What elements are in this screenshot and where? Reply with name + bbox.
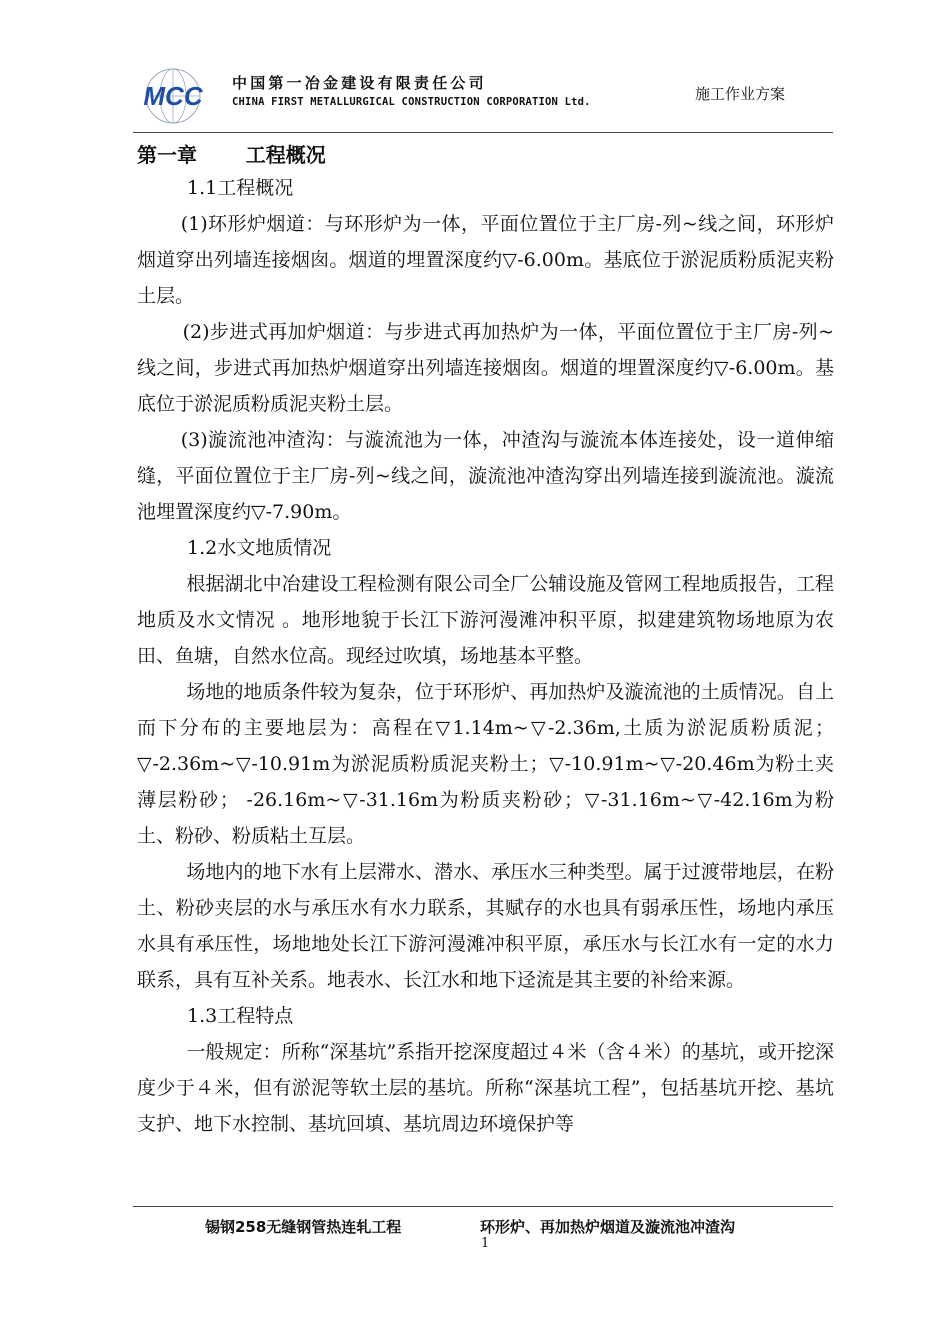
- footer-project: 锡钢258无缝钢管热连轧工程: [205, 1218, 402, 1236]
- footer-subject: 环形炉、再加热炉烟道及漩流池冲渣沟: [480, 1218, 736, 1236]
- paragraph: 一般规定：所称“深基坑”系指开挖深度超过４米（含４米）的基坑，或开挖深度少于４米，但有淤泥等软土层的基坑。所称“深基坑工程”，包括基坑开挖、基坑支护、地下水控制、基坑回填、基坑周边环境保护等: [137, 1041, 834, 1135]
- paragraph: 场地的地质条件较为复杂，位于环形炉、再加热炉及漩流池的土质情况。自上而下分布的主要地层为：高程在▽1.14m~▽-2.36m,土质为淤泥质粉质泥；▽-2.36m~▽-10.91m为淤泥质粉质泥夹粉土；▽-10.91m~▽-20.46m为粉土夹薄层粉砂； -26.16m~▽-31.16m为粉质夹粉砂；▽-31.16m~▽-42.16m为粉土、粉砂、粉质粘土互层。: [137, 681, 834, 847]
- section-heading: 1.1工程概况: [187, 177, 294, 199]
- section-heading: 1.2水文地质情况: [187, 537, 332, 559]
- mcc-logo: [133, 66, 213, 128]
- chapter-title: 第一章 工程概况: [137, 143, 326, 167]
- paragraph: 场地内的地下水有上层滞水、潜水、承压水三种类型。属于过渡带地层，在粉土、粉砂夹层的水与承压水有水力联系，其赋存的水也具有弱承压性，场地内承压水具有承压性，场地地处长江下游河漫滩冲积平原，承压水与长江水有一定的水力联系，具有互补关系。地表水、长江水和地下迳流是其主要的补给来源。: [137, 861, 834, 991]
- paragraph: (3)漩流池冲渣沟：与漩流池为一体，冲渣沟与漩流本体连接处，设一道伸缩缝，平面位置位于主厂房-列~线之间，漩流池冲渣沟穿出列墙连接到漩流池。漩流池埋置深度约▽-7.90m。: [137, 429, 834, 523]
- header-divider: [133, 132, 833, 133]
- document-body: [137, 140, 834, 1142]
- paragraph: (1)环形炉烟道：与环形炉为一体，平面位置位于主厂房-列~线之间，环形炉烟道穿出列墙连接烟囱。烟道的埋置深度约▽-6.00m。基底位于淤泥质粉质泥夹粉土层。: [137, 213, 834, 307]
- page-number: 1: [481, 1236, 490, 1251]
- footer-divider: [133, 1206, 833, 1207]
- company-name-en: CHINA FIRST METALLURGICAL CONSTRUCTION CORPORATION Ltd.: [232, 96, 591, 108]
- page-footer: [0, 1200, 950, 1260]
- page-header: [0, 0, 950, 140]
- paragraph: (2)步进式再加炉烟道：与步进式再加热炉为一体，平面位置位于主厂房-列~线之间，步进式再加热炉烟道穿出列墙连接烟囱。烟道的埋置深度约▽-6.00m。基底位于淤泥质粉质泥夹粉土层。: [137, 321, 834, 415]
- document-type: 施工作业方案: [695, 85, 786, 103]
- company-name-cn: 中国第一冶金建设有限责任公司: [232, 74, 487, 92]
- paragraph: 根据湖北中冶建设工程检测有限公司全厂公辅设施及管网工程地质报告，工程地质及水文情况 。地形地貌于长江下游河漫滩冲积平原，拟建建筑物场地原为农田、鱼塘，自然水位高。现经过吹填，场地基本平整。: [137, 573, 834, 667]
- section-heading: 1.3工程特点: [187, 1005, 294, 1027]
- logo-text: MCC: [143, 81, 203, 111]
